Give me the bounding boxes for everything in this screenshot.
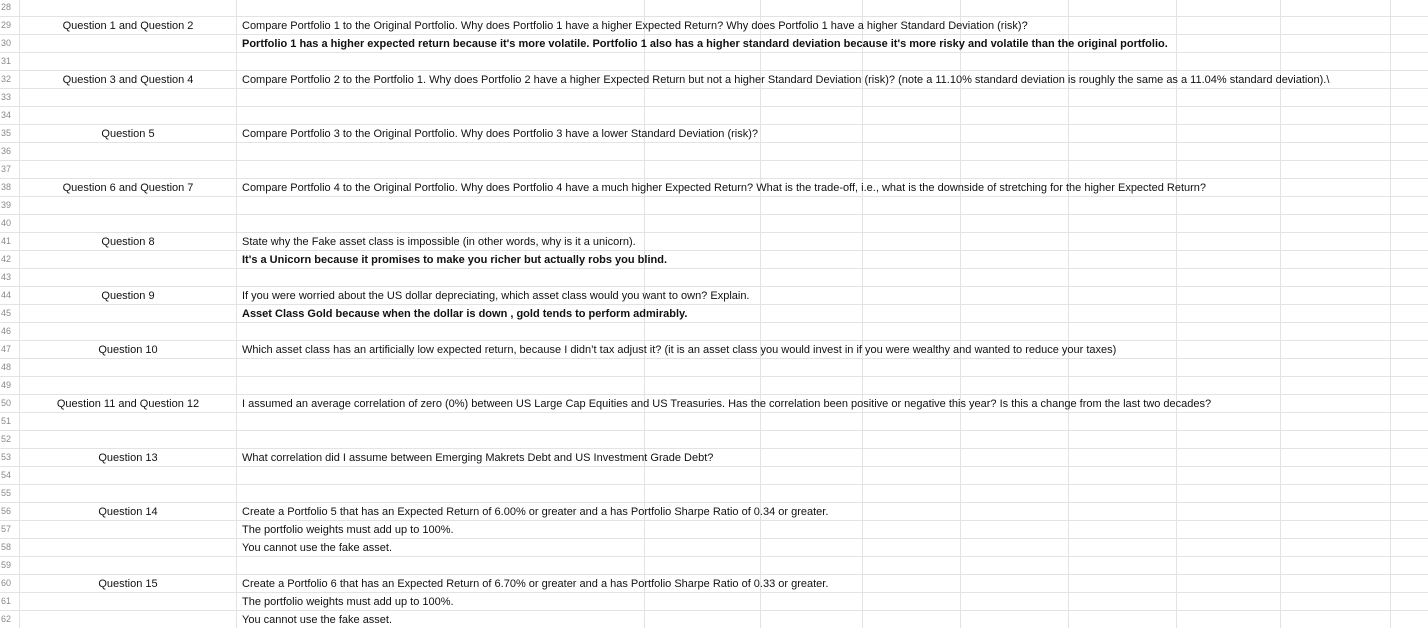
sheet-row — [0, 503, 1428, 521]
question-label-cell[interactable]: Question 15 — [98, 578, 158, 590]
question-label-cell[interactable] — [21, 305, 235, 323]
question-text-cell[interactable]: Compare Portfolio 4 to the Original Portfolio. Why does Portfolio 4 have a much higher Expected Return? What is the trade-off, i.e., what is the downside of stretching for the higher Expected Return? — [242, 182, 1207, 194]
sheet-row — [0, 107, 1428, 125]
sheet-row — [0, 377, 1428, 395]
row-number[interactable]: 50 — [0, 395, 20, 412]
row-number[interactable]: 45 — [0, 305, 20, 322]
row-number[interactable]: 60 — [0, 575, 20, 592]
sheet-row — [0, 575, 1428, 593]
sheet-row — [0, 611, 1428, 628]
question-label-cell[interactable] — [21, 89, 235, 107]
question-label-cell[interactable]: Question 14 — [98, 506, 158, 518]
sheet-row — [0, 251, 1428, 269]
question-text-cell[interactable]: Which asset class has an artificially low expected return, because I didn’t tax adjust it? (it is an asset class you would invest in if you were wealthy and wanted to reduce your taxes) — [242, 344, 1117, 356]
question-label-cell[interactable] — [21, 413, 235, 431]
question-label-cell[interactable] — [21, 269, 235, 287]
question-label-cell[interactable]: Question 5 — [101, 128, 155, 140]
row-number[interactable]: 31 — [0, 53, 20, 70]
question-label-cell[interactable] — [21, 35, 235, 53]
question-label-cell[interactable] — [21, 0, 235, 17]
question-label-cell[interactable] — [21, 251, 235, 269]
question-label-cell[interactable]: Question 8 — [101, 236, 155, 248]
question-label-cell[interactable] — [21, 521, 235, 539]
row-number[interactable]: 44 — [0, 287, 20, 304]
row-number[interactable]: 28 — [0, 0, 20, 16]
question-text-cell[interactable]: I assumed an average correlation of zero (0%) between US Large Cap Equities and US Treasuries. Has the correlation been positive or negative this year? Is this a change from the last two decades? — [242, 398, 1212, 410]
sheet-row — [0, 71, 1428, 89]
question-label-cell[interactable]: Question 10 — [98, 344, 158, 356]
question-label-cell[interactable] — [21, 377, 235, 395]
row-number[interactable]: 36 — [0, 143, 20, 160]
question-label-cell[interactable] — [21, 359, 235, 377]
question-text-cell[interactable]: State why the Fake asset class is impossible (in other words, why is it a unicorn). — [242, 236, 636, 248]
question-label-cell[interactable] — [21, 611, 235, 628]
sheet-row — [0, 197, 1428, 215]
row-number[interactable]: 52 — [0, 431, 20, 448]
row-number[interactable]: 42 — [0, 251, 20, 268]
sheet-row — [0, 287, 1428, 305]
sheet-row — [0, 413, 1428, 431]
sheet-row — [0, 233, 1428, 251]
row-number[interactable]: 29 — [0, 17, 20, 34]
sheet-row — [0, 215, 1428, 233]
row-number[interactable]: 32 — [0, 71, 20, 88]
row-number[interactable]: 62 — [0, 611, 20, 628]
sheet-row — [0, 89, 1428, 107]
row-number[interactable]: 35 — [0, 125, 20, 142]
sheet-row — [0, 53, 1428, 71]
row-number[interactable]: 30 — [0, 35, 20, 52]
question-label-cell[interactable] — [21, 197, 235, 215]
question-text-cell[interactable]: Create a Portfolio 6 that has an Expected Return of 6.70% or greater and a has Portfolio Sharpe Ratio of 0.33 or greater. — [242, 578, 829, 590]
sheet-row — [0, 143, 1428, 161]
question-text-cell[interactable]: The portfolio weights must add up to 100%. — [242, 524, 454, 536]
question-label-cell[interactable] — [21, 485, 235, 503]
sheet-row — [0, 125, 1428, 143]
row-number[interactable]: 55 — [0, 485, 20, 502]
row-number[interactable]: 53 — [0, 449, 20, 466]
row-number[interactable]: 46 — [0, 323, 20, 340]
question-text-cell[interactable]: Create a Portfolio 5 that has an Expected Return of 6.00% or greater and a has Portfolio Sharpe Ratio of 0.34 or greater. — [242, 506, 829, 518]
question-text-cell[interactable]: Compare Portfolio 3 to the Original Portfolio. Why does Portfolio 3 have a lower Standard Deviation (risk)? — [242, 128, 759, 140]
answer-text-cell[interactable]: Asset Class Gold because when the dollar is down , gold tends to perform admirably. — [242, 308, 688, 320]
row-number[interactable]: 43 — [0, 269, 20, 286]
row-number[interactable]: 41 — [0, 233, 20, 250]
question-label-cell[interactable] — [21, 161, 235, 179]
sheet-row — [0, 449, 1428, 467]
row-number[interactable]: 49 — [0, 377, 20, 394]
row-number[interactable]: 33 — [0, 89, 20, 106]
row-number[interactable]: 56 — [0, 503, 20, 520]
sheet-row — [0, 539, 1428, 557]
question-label-cell[interactable]: Question 6 and Question 7 — [62, 182, 194, 194]
sheet-row — [0, 395, 1428, 413]
question-label-cell[interactable] — [21, 323, 235, 341]
row-number[interactable]: 59 — [0, 557, 20, 574]
question-label-cell[interactable] — [21, 215, 235, 233]
sheet-row — [0, 467, 1428, 485]
row-number[interactable]: 38 — [0, 179, 20, 196]
row-number[interactable]: 39 — [0, 197, 20, 214]
row-number[interactable]: 47 — [0, 341, 20, 358]
sheet-row — [0, 485, 1428, 503]
row-number[interactable]: 57 — [0, 521, 20, 538]
question-text-cell[interactable]: You cannot use the fake asset. — [242, 542, 393, 554]
question-label-cell[interactable]: Question 9 — [101, 290, 155, 302]
sheet-row — [0, 305, 1428, 323]
question-label-cell[interactable] — [21, 593, 235, 611]
sheet-row — [0, 35, 1428, 53]
sheet-row — [0, 323, 1428, 341]
row-number[interactable]: 51 — [0, 413, 20, 430]
sheet-row — [0, 341, 1428, 359]
question-text-cell[interactable]: You cannot use the fake asset. — [242, 614, 393, 626]
question-label-cell[interactable]: Question 11 and Question 12 — [56, 398, 200, 410]
sheet-row — [0, 593, 1428, 611]
sheet-row — [0, 179, 1428, 197]
question-label-cell[interactable] — [21, 467, 235, 485]
question-text-cell[interactable]: If you were worried about the US dollar depreciating, which asset class would you want to own? Explain. — [242, 290, 750, 302]
row-number[interactable]: 40 — [0, 215, 20, 232]
answer-text-cell[interactable]: Portfolio 1 has a higher expected return because it's more volatile. Portfolio 1 also has a higher standard deviation because it's more risky and volatile than the original portfolio. — [242, 38, 1168, 50]
question-label-cell[interactable]: Question 3 and Question 4 — [62, 74, 194, 86]
question-label-cell[interactable] — [21, 557, 235, 575]
row-number[interactable]: 54 — [0, 467, 20, 484]
row-number[interactable]: 37 — [0, 161, 20, 178]
sheet-row — [0, 17, 1428, 35]
sheet-row — [0, 161, 1428, 179]
question-text-cell[interactable]: Compare Portfolio 1 to the Original Portfolio. Why does Portfolio 1 have a higher Expected Return? Why does Portfolio 1 have a higher Standard Deviation (risk)? — [242, 20, 1028, 32]
question-label-cell[interactable] — [21, 539, 235, 557]
question-text-cell[interactable]: Compare Portfolio 2 to the Portfolio 1. Why does Portfolio 2 have a higher Expected Return but not a higher Standard Deviation (risk)? (note a 11.10% standard deviation is roughly the same as a 11.04% standard deviation).\ — [242, 74, 1330, 86]
sheet-row — [0, 521, 1428, 539]
question-label-cell[interactable]: Question 13 — [98, 452, 158, 464]
question-label-cell[interactable] — [21, 431, 235, 449]
sheet-row — [0, 431, 1428, 449]
question-label-cell[interactable]: Question 1 and Question 2 — [62, 20, 194, 32]
question-label-cell[interactable] — [21, 143, 235, 161]
question-text-cell[interactable]: What correlation did I assume between Emerging Makrets Debt and US Investment Grade Debt? — [242, 452, 714, 464]
row-number[interactable]: 48 — [0, 359, 20, 376]
sheet-row — [0, 0, 1428, 17]
question-text-cell[interactable]: The portfolio weights must add up to 100%. — [242, 596, 454, 608]
answer-text-cell[interactable]: It's a Unicorn because it promises to make you richer but actually robs you blind. — [242, 254, 667, 266]
row-number[interactable]: 34 — [0, 107, 20, 124]
sheet-row — [0, 557, 1428, 575]
sheet-row — [0, 269, 1428, 287]
sheet-row — [0, 359, 1428, 377]
row-number[interactable]: 58 — [0, 539, 20, 556]
row-number[interactable]: 61 — [0, 593, 20, 610]
question-label-cell[interactable] — [21, 53, 235, 71]
question-label-cell[interactable] — [21, 107, 235, 125]
